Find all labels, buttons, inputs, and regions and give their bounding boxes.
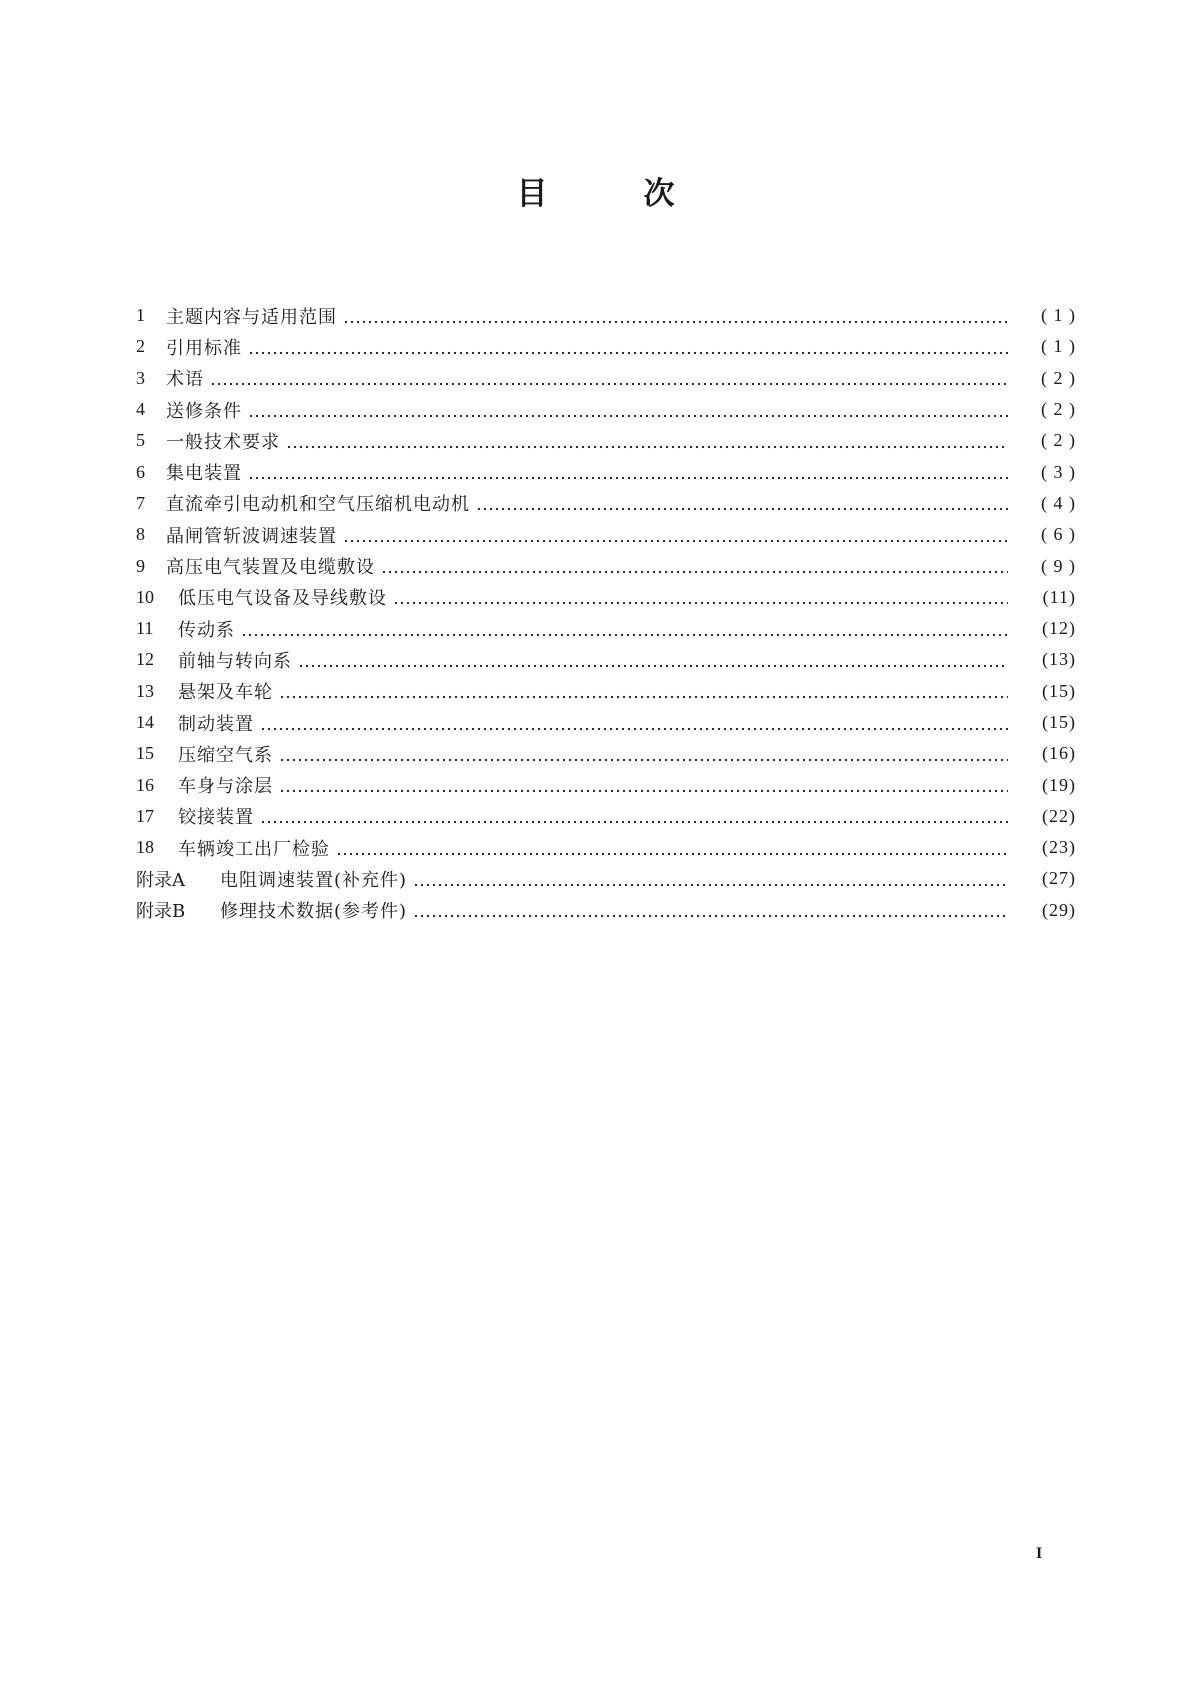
toc-entry[interactable] [136, 363, 1076, 394]
toc-leader-dots [279, 682, 1008, 700]
toc-entry-number: 11 [136, 618, 154, 639]
toc-entry-page: (11) [1042, 586, 1076, 607]
toc-entry-number: 6 [136, 461, 145, 482]
toc-entry-appendix[interactable] [136, 863, 1076, 894]
toc-entry-title: 修理技术数据(参考件) [220, 901, 408, 923]
toc-entry-title: 高压电气装置及电缆敷设 [166, 557, 375, 579]
toc-entry-number: 4 [136, 399, 145, 420]
toc-leader-dots [210, 369, 1008, 387]
toc-entry-number: 16 [136, 774, 154, 795]
toc-leader-dots [476, 494, 1008, 512]
toc-leader-dots [248, 401, 1008, 419]
toc-entry-page: (16) [1042, 743, 1076, 764]
toc-leader-dots [393, 588, 1008, 606]
toc-entry-number: 8 [136, 524, 145, 545]
toc-entry-title: 车辆竣工出厂检验 [178, 838, 330, 860]
toc-leader-dots [248, 338, 1008, 356]
toc-entry[interactable] [136, 801, 1076, 832]
toc-entry[interactable] [136, 738, 1076, 769]
toc-entry-title: 低压电气设备及导线敷设 [178, 588, 387, 610]
toc-entry[interactable] [136, 456, 1076, 487]
title-part-2: 次 [643, 176, 675, 212]
toc-entry[interactable] [136, 331, 1076, 362]
toc-leader-dots [413, 870, 1008, 888]
toc-entry-title: 一般技术要求 [166, 431, 280, 453]
toc-entry[interactable] [136, 394, 1076, 425]
toc-entry-title: 晶闸管斩波调速装置 [166, 525, 337, 547]
toc-entry-number: 13 [136, 680, 154, 701]
toc-entry-page: ( 2 ) [1041, 430, 1076, 451]
toc-leader-dots [343, 307, 1008, 325]
toc-entry-appendix[interactable] [136, 895, 1076, 926]
toc-leader-dots [241, 620, 1008, 638]
toc-entry-number: 14 [136, 712, 154, 732]
toc-entry[interactable] [136, 425, 1076, 456]
toc-leader-dots [248, 463, 1008, 481]
toc-entry[interactable] [136, 707, 1076, 738]
toc-entry-title: 铰接装置 [178, 807, 254, 829]
toc-entry-number: 7 [136, 492, 145, 513]
toc-entry-title: 主题内容与适用范围 [166, 306, 337, 328]
toc-entry[interactable] [136, 769, 1076, 800]
title-part-1: 目 [516, 176, 548, 212]
toc-entry-number: 9 [136, 555, 145, 576]
toc-leader-dots [413, 901, 1008, 919]
toc-entry-number: 附录A [136, 869, 185, 891]
toc-leader-dots [343, 526, 1008, 544]
toc-entry-page: (23) [1042, 837, 1076, 858]
toc-entry-title: 传动系 [178, 619, 235, 641]
toc-entry[interactable] [136, 300, 1076, 331]
toc-entry-page: (15) [1042, 680, 1076, 701]
toc-leader-dots [279, 776, 1008, 794]
toc-leader-dots [260, 714, 1008, 732]
toc-entry-title: 前轴与转向系 [178, 650, 292, 672]
toc-entry-title: 集电装置 [166, 463, 242, 485]
toc-entry-title: 悬架及车轮 [178, 682, 273, 704]
toc-entry-title: 压缩空气系 [178, 744, 273, 766]
toc-entry-title: 电阻调速装置(补充件) [220, 869, 408, 891]
toc-entry-page: ( 2 ) [1041, 367, 1076, 388]
page-title [0, 168, 1191, 213]
toc-entry-page: (29) [1042, 899, 1076, 920]
toc-entry[interactable] [136, 519, 1076, 550]
toc-entry-page: (15) [1042, 712, 1076, 732]
toc-entry-page: (22) [1042, 805, 1076, 826]
toc-entry-number: 1 [136, 305, 145, 326]
toc-entry-page: (27) [1042, 868, 1076, 889]
toc-entry-number: 2 [136, 336, 145, 357]
toc-entry[interactable] [136, 582, 1076, 613]
toc-entry-number: 5 [136, 430, 145, 451]
toc-entry-page: ( 6 ) [1041, 524, 1076, 545]
toc-entry[interactable] [136, 832, 1076, 863]
toc-leader-dots [336, 839, 1008, 857]
toc-leader-dots [298, 651, 1008, 669]
page-number: I [1036, 1545, 1043, 1562]
toc-entry[interactable] [136, 550, 1076, 581]
toc-entry-page: ( 9 ) [1041, 555, 1076, 576]
toc-entry-page: ( 4 ) [1041, 492, 1076, 513]
toc-entry-number: 18 [136, 837, 154, 858]
toc-entry[interactable] [136, 613, 1076, 644]
toc-entry-title: 送修条件 [166, 400, 242, 422]
toc-entry-number: 10 [136, 586, 154, 607]
toc-entry-page: (12) [1042, 618, 1076, 639]
toc-leader-dots [279, 745, 1008, 763]
toc-entry-page: ( 3 ) [1041, 461, 1076, 482]
toc-entry[interactable] [136, 488, 1076, 519]
toc-entry-page: ( 1 ) [1041, 305, 1076, 326]
toc-entry-page: (13) [1042, 649, 1076, 670]
toc-entry[interactable] [136, 676, 1076, 707]
toc-leader-dots [286, 432, 1008, 450]
toc-entry[interactable] [136, 644, 1076, 675]
toc-entry-number: 15 [136, 743, 154, 764]
toc-entry-title: 直流牵引电动机和空气压缩机电动机 [166, 494, 470, 516]
toc-entry-title: 引用标准 [166, 337, 242, 359]
toc-leader-dots [381, 557, 1008, 575]
toc-entry-number: 12 [136, 649, 154, 670]
toc-entry-number: 附录B [136, 901, 186, 923]
toc-entry-title: 车身与涂层 [178, 776, 273, 798]
toc-entry-page: ( 1 ) [1041, 336, 1076, 357]
toc-leader-dots [260, 807, 1008, 825]
toc-entry-title: 术语 [166, 369, 204, 391]
toc-entry-title: 制动装置 [178, 713, 254, 735]
toc-entry-page: (19) [1042, 774, 1076, 795]
table-of-contents [136, 300, 1076, 926]
toc-entry-page: ( 2 ) [1041, 399, 1076, 420]
toc-entry-number: 3 [136, 367, 145, 388]
toc-entry-number: 17 [136, 805, 154, 826]
